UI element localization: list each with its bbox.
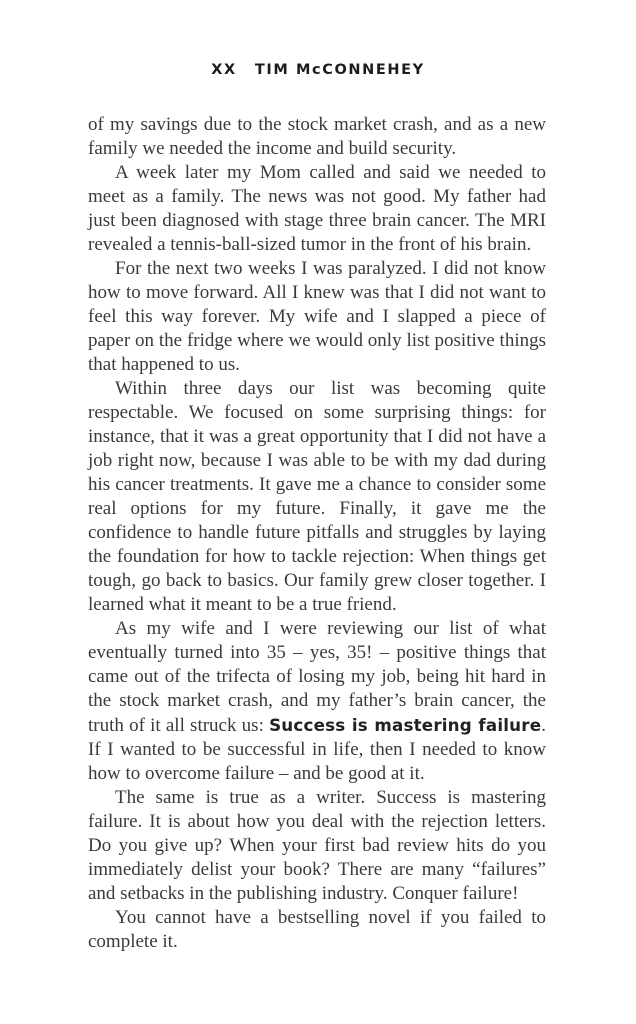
paragraph-week-later: A week later my Mom called and said we needed to meet as a family. The news was not good. My father had just been diagnosed with stage three brain cancer. The MRI revealed a tennis-ball-sized tumor in the front of his brain. (88, 162, 546, 255)
paragraph-next-two-weeks: For the next two weeks I was paralyzed. I did not know how to move forward. All I knew was that I did not want to feel this way forever. My wife and I slapped a piece of paper on the fridge where we would only list positive things that happened to us. (88, 258, 546, 375)
page-number: XX (211, 62, 237, 78)
paragraph-continuation: of my savings due to the stock market crash, and as a new family we needed the income and build security. (88, 114, 546, 159)
page-header (0, 62, 636, 78)
bold-phrase-success-is-mastering-failure: Success is mastering failure (269, 715, 542, 735)
paragraph-segment-after-bold: . If I wanted to be successful in life, then I needed to know how to overcome failure – and be good at it. (88, 715, 546, 784)
running-title: TIM McCONNEHEY (254, 62, 425, 78)
paragraph-bestselling-novel: You cannot have a bestselling novel if you failed to complete it. (88, 907, 546, 952)
body-text (88, 113, 546, 954)
paragraph-reviewing-list (88, 617, 546, 786)
paragraph-same-is-true-as-writer: The same is true as a writer. Success is mastering failure. It is about how you deal with the rejection letters. Do you give up? When your first bad review hits do you immediately delist your book? There are many “failures” and setbacks in the publishing industry. Conquer failure! (88, 787, 546, 904)
paragraph-segment-before-bold: As my wife and I were reviewing our list of what eventually turned into 35 – yes, 35! – positive things that came out of the trifecta of losing my job, being hit hard in the stock market crash, and my father’s brain cancer, the truth of it all struck us: (88, 618, 546, 736)
paragraph-within-three-days: Within three days our list was becoming quite respectable. We focused on some surprising things: for instance, that it was a great opportunity that I did not have a job right now, because I was able to be with my dad during his cancer treatments. It gave me a chance to consider some real options for my future. Finally, it gave me the confidence to handle future pitfalls and struggles by laying the foundation for how to tackle rejection: When things get tough, go back to basics. Our family grew closer together. I learned what it meant to be a true friend. (88, 378, 546, 615)
